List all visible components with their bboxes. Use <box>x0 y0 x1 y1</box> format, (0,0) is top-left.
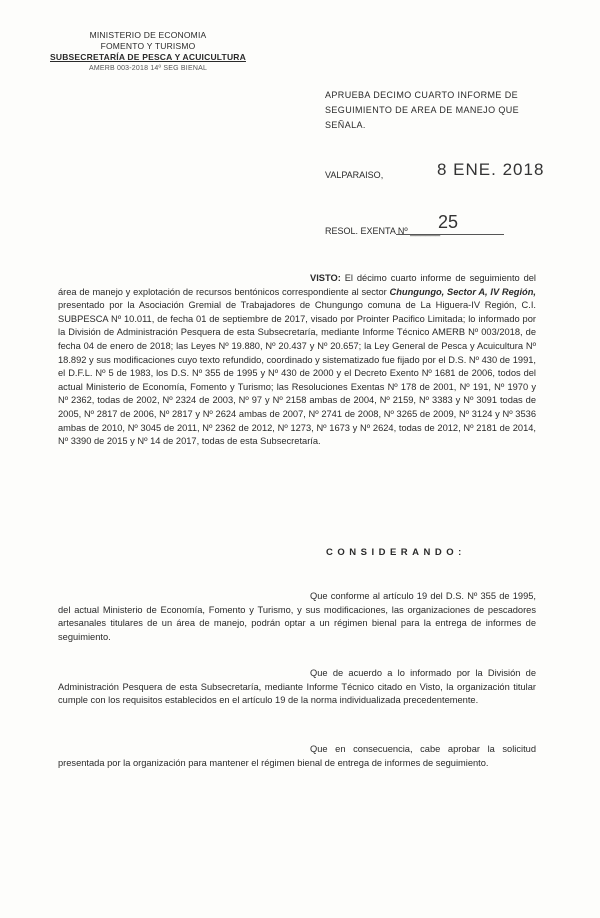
subsecretariat-name: SUBSECRETARÍA DE PESCA Y ACUICULTURA <box>50 52 246 62</box>
considerando-paragraph-2: Que de acuerdo a lo informado por la División de Administración Pesquera de esta Subsecretaría, mediante Informe Técnico citado en Visto, la organización titular cumple con los requisitos establecidos en el artículo 19 de la norma individualizada precedentemente. <box>58 668 536 706</box>
date-stamp: 8 ENE. 2018 <box>437 160 545 179</box>
visto-label: VISTO: <box>310 273 341 283</box>
resolution-number: 25 <box>438 212 459 232</box>
considerando-heading: CONSIDERANDO: <box>326 547 466 558</box>
visto-text-b: presentado por la Asociación Gremial de Trabajadores de Chungungo comuna de La Higuera-IV Región, C.I. SUBPESCA Nº 10.011, de fecha 01 de septiembre de 2017, visado por Prointer Pacifico Limitada; lo informado por la División de Administración Pesquera de esta Subsecretaría, mediante Informe Técnico AMERB Nº 003/2018, de fecha 04 de enero de 2018; las Leyes Nº 19.880, Nº 20.437 y Nº 20.657; la Ley General de Pesca y Acuicultura Nº 18.892 y sus modificaciones cuyo texto refundido, coordinado y sistematizado fue fijado por el D.S. Nº 430 de 1991, el D.F.L. Nº 5 de 1983, los D.S. Nº 355 de 1995 y Nº 430 de 2000 y el Decreto Exento Nº 1681 de 2006, todos del actual Ministerio de Economía, Fomento y Turismo; las Resoluciones Exentas Nº 178 de 2001, Nº 191, Nº 1970 y Nº 2362, todas de 2002, Nº 2324 de 2003, Nº 97 y Nº 2158 ambas de 2004, Nº 2159, Nº 3383 y Nº 3091 todas de 2005, Nº 2817 de 2006, Nº 2817 y Nº 2624 ambas de 2007, Nº 2741 de 2008, Nº 3265 de 2009, Nº 3124 y Nº 3536 ambas de 2010, Nº 3045 de 2011, Nº 2362 de 2012, Nº 1273, Nº 1673 y Nº 2624, todas de 2012, Nº 2181 de 2014, Nº 3390 de 2015 y Nº 14 de 2017, todas de esta Subsecretaría. <box>58 300 536 447</box>
considerando-paragraph-3: Que en consecuencia, cabe aprobar la solicitud presentada por la organización para mantener el régimen bienal de entrega de informes de seguimiento. <box>58 744 536 768</box>
ministry-subtitle: FOMENTO Y TURISMO <box>100 41 196 51</box>
file-reference: AMERB 003-2018 14º SEG BIENAL <box>88 65 208 72</box>
letterhead <box>48 30 248 74</box>
visto-text-a: El décimo cuarto informe de seguimiento del área de manejo y explotación de recursos bentónicos correspondiente al sector <box>58 273 536 297</box>
ministry-name: MINISTERIO DE ECONOMIA <box>89 30 207 40</box>
considerando-paragraph-1: Que conforme al artículo 19 del D.S. Nº 355 de 1995, del actual Ministerio de Economía, Fomento y Turismo, y sus modificaciones, las organizaciones de pescadores artesanales titulares de un área de manejo, podrán optar a un régimen bienal para la entrega de informes de seguimiento. <box>58 591 536 642</box>
visto-sector: Chungungo, Sector A, IV Región, <box>389 286 537 297</box>
visto-paragraph <box>58 272 536 449</box>
document-title: APRUEBA DECIMO CUARTO INFORME DE SEGUIMIENTO DE AREA DE MANEJO QUE SEÑALA. <box>325 90 520 130</box>
place-label: VALPARAISO, <box>325 170 384 180</box>
resolution-underline <box>396 234 504 235</box>
resolution-label: RESOL. EXENTA Nº ______ <box>325 226 441 236</box>
